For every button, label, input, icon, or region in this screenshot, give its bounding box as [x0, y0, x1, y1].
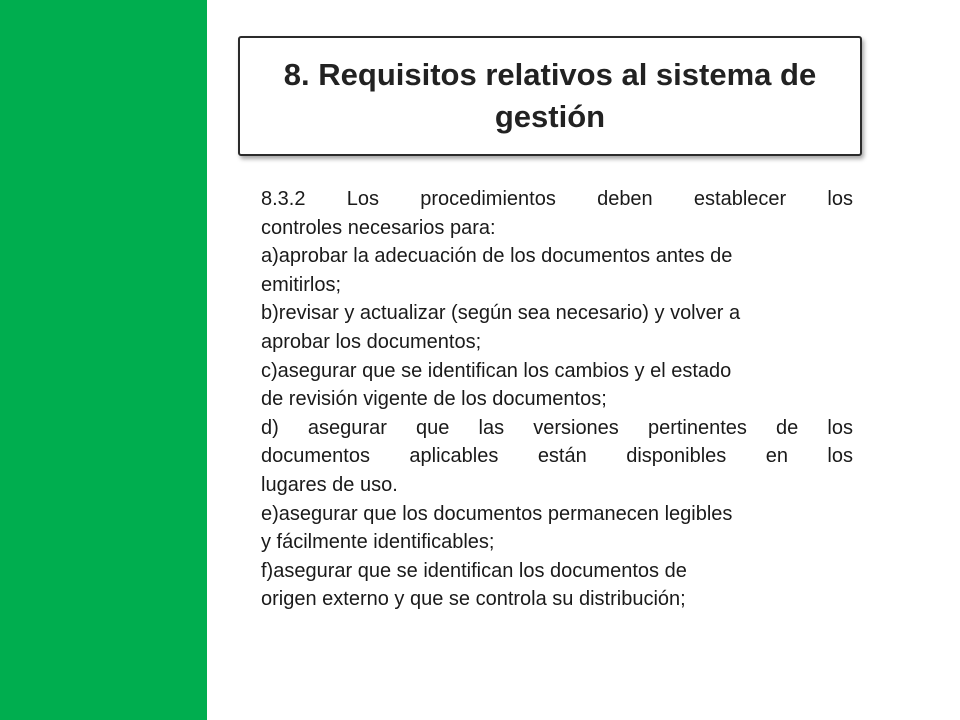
- item-e-line-2: y fácilmente identificables;: [261, 531, 495, 554]
- intro-line-2: controles necesarios para:: [261, 216, 496, 239]
- item-b-line-1: b)revisar y actualizar (según sea necesario) y volver a: [261, 302, 741, 325]
- item-f-line-1: f)asegurar que se identifican los documentos de: [261, 559, 687, 582]
- intro-line-1: 8.3.2 Los procedimientos deben establecer los: [261, 188, 853, 210]
- item-f-line-2: origen externo y que se controla su distribución;: [261, 588, 686, 611]
- item-a-line-1: a)aprobar la adecuación de los documentos antes de: [261, 245, 733, 268]
- item-b-line-2: aprobar los documentos;: [261, 330, 482, 353]
- list-item-f: [261, 557, 853, 614]
- item-d-line-3: lugares de uso.: [261, 473, 398, 496]
- list-item-e: [261, 500, 853, 557]
- item-d-line-1: d) asegurar que las versiones pertinentes de los: [261, 416, 853, 439]
- slide-body: [261, 185, 853, 614]
- item-a-line-2: emitirlos;: [261, 273, 342, 296]
- title-box: [238, 36, 862, 156]
- list-item-b: [261, 299, 853, 356]
- green-sidebar: [0, 0, 207, 720]
- slide-title-line-1: 8. Requisitos relativos al sistema de: [283, 57, 817, 92]
- slide-title-line-2: gestión: [494, 99, 606, 134]
- intro-paragraph: [261, 185, 853, 242]
- list-item-a: [261, 242, 853, 299]
- slide-title: [255, 54, 845, 138]
- item-c-line-1: c)asegurar que se identifican los cambios y el estado: [261, 359, 732, 382]
- item-e-line-1: e)asegurar que los documentos permanecen legibles: [261, 502, 733, 525]
- list-item-d: [261, 414, 853, 500]
- item-c-line-2: de revisión vigente de los documentos;: [261, 388, 607, 411]
- list-item-c: [261, 357, 853, 414]
- item-d-line-2: documentos aplicables están disponibles en los: [261, 445, 853, 468]
